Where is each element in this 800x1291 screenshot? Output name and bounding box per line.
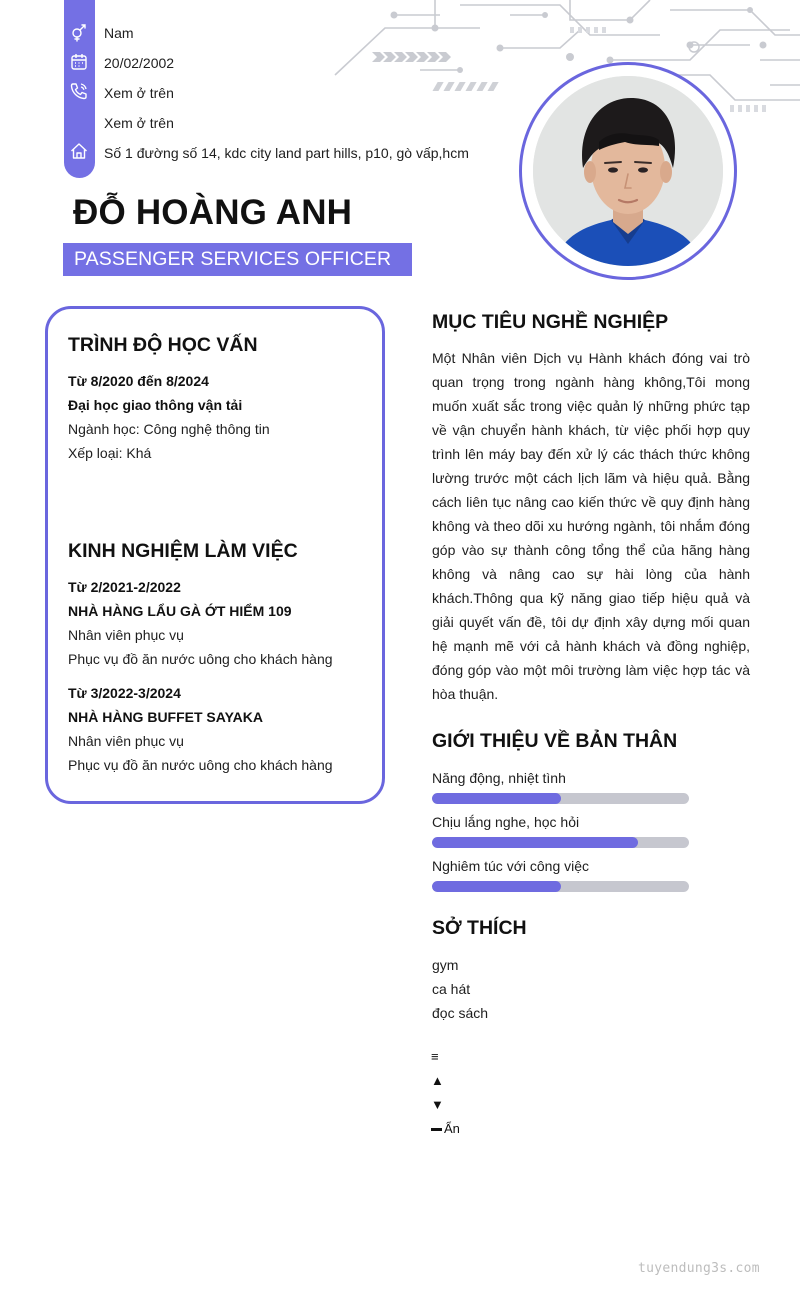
skill-label: Chịu lắng nghe, học hỏi [432, 814, 580, 830]
skill-bar-fill [432, 881, 561, 892]
education-title: TRÌNH ĐỘ HỌC VẤN [68, 334, 258, 356]
email-value: Xem ở trên [104, 115, 174, 131]
education-period: Từ 8/2020 đến 8/2024 [68, 373, 209, 389]
education-school: Đại học giao thông vận tải [68, 397, 243, 413]
hobby-item: gym [432, 957, 459, 973]
experience-role: Nhân viên phục vụ [68, 627, 184, 643]
experience-title: KINH NGHIỆM LÀM VIỆC [68, 540, 298, 562]
skill-bar [432, 793, 689, 804]
move-down-button[interactable]: ▼ [431, 1097, 444, 1112]
gender-icon [69, 22, 89, 42]
phone-value: Xem ở trên [104, 85, 174, 101]
menu-button[interactable]: ≡ [431, 1049, 439, 1064]
skill-bar [432, 837, 689, 848]
experience-description: Phục vụ đồ ăn nước uông cho khách hàng [68, 651, 333, 667]
skill-bar-fill [432, 837, 638, 848]
about-title: GIỚI THIỆU VỀ BẢN THÂN [432, 730, 678, 752]
experience-company: NHÀ HÀNG LẨU GÀ ỚT HIỂM 109 [68, 603, 292, 619]
candidate-name: ĐỖ HOÀNG ANH [73, 193, 353, 232]
experience-description: Phục vụ đồ ăn nước uông cho khách hàng [68, 757, 333, 773]
minus-icon [431, 1128, 442, 1131]
address-value: Số 1 đường số 14, kdc city land part hills, p10, gò vấp,hcm [104, 145, 469, 161]
avatar [519, 62, 737, 280]
skill-label: Nghiêm túc với công việc [432, 858, 590, 874]
skill-bar-fill [432, 793, 561, 804]
calendar-icon [69, 52, 89, 72]
hobbies-title: SỞ THÍCH [432, 917, 527, 939]
education-major: Ngành học: Công nghệ thông tin [68, 421, 270, 437]
experience-period: Từ 2/2021-2/2022 [68, 579, 181, 595]
experience-period: Từ 3/2022-3/2024 [68, 685, 181, 701]
experience-company: NHÀ HÀNG BUFFET SAYAKA [68, 709, 263, 725]
hide-button[interactable] [431, 1120, 460, 1138]
hide-label: Ẩn [444, 1121, 460, 1136]
objective-title: MỤC TIÊU NGHỀ NGHIỆP [432, 311, 669, 333]
job-title-banner: PASSENGER SERVICES OFFICER [63, 243, 412, 276]
experience-role: Nhân viên phục vụ [68, 733, 184, 749]
watermark: tuyendung3s.com [638, 1261, 760, 1276]
hobby-item: ca hát [432, 981, 471, 997]
hobby-item: đọc sách [432, 1005, 489, 1021]
avatar-photo [533, 76, 723, 266]
home-icon [69, 141, 89, 161]
move-up-button[interactable]: ▲ [431, 1073, 444, 1088]
skill-label: Năng động, nhiệt tình [432, 770, 566, 786]
birthdate-value: 20/02/2002 [104, 55, 175, 71]
education-grade: Xếp loại: Khá [68, 445, 152, 461]
phone-icon [69, 81, 89, 101]
gender-value: Nam [104, 25, 134, 41]
skill-bar [432, 881, 689, 892]
objective-text: Một Nhân viên Dịch vụ Hành khách đóng vai trò quan trọng trong ngành hàng không,Tôi mong muốn xuất sắc trong việc quản lý những phức tạp về vận chuyển hành khách, từ việc phối hợp quy trình lên máy bay đến xử lý các thách thức không lường trước một cách lịch lãm và hiệu quả. Bằng cách liên tục nâng cao kiến thức về quy định hàng không và theo dõi xu hướng ngành, tôi nhắm đóng góp vào sự thành công tổng thể của hãng hàng không và nâng cao sự hài lòng của hành khách.Thông qua kỹ năng giao tiếp hiệu quả và giải quyết vấn đề, tôi dự định xây dựng mối quan hệ mạnh mẽ với cả hành khách và đồng nghiệp, đóng góp vào một môi trường làm việc hợp tác và hòa thuận. [432, 350, 750, 702]
